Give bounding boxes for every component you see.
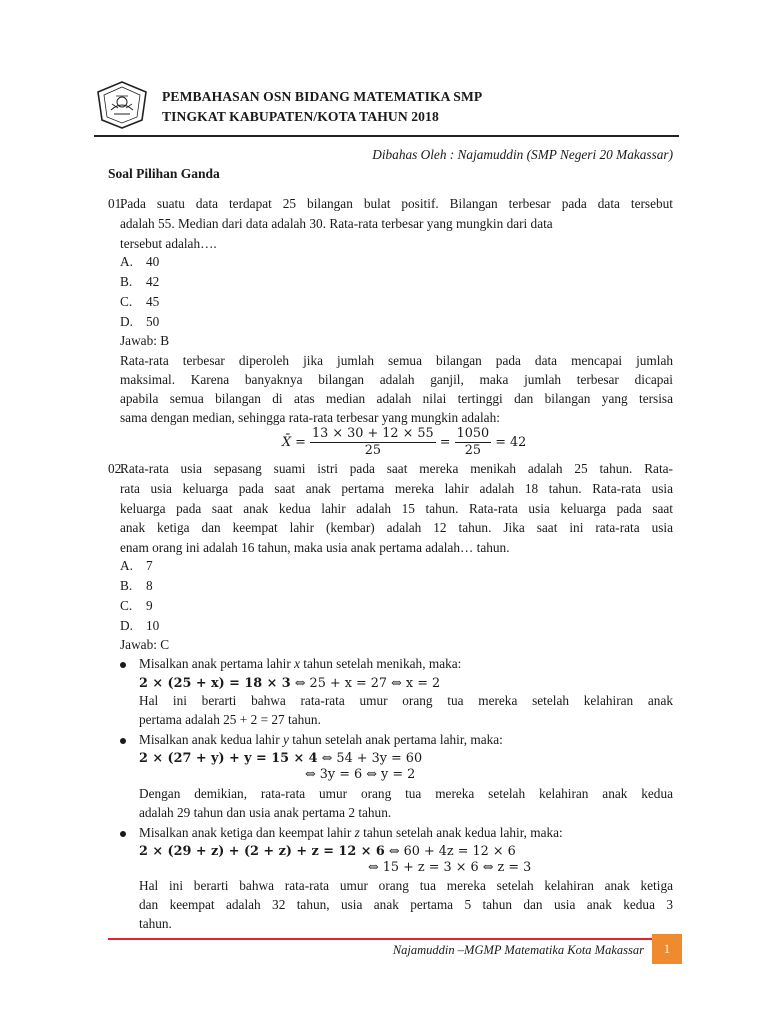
bullet-3-text-line: Hal ini berarti bahwa rata-rata umur orang tua mereka setelah kelahiran anak ketiga: [139, 878, 673, 893]
bullet-2-equation: 2 × (27 + y) + y = 15 × 4 ⇔ 54 + 3y = 60: [139, 751, 423, 766]
option-c: C. 45: [120, 294, 160, 309]
author-credit: Dibahas Oleh : Najamuddin (SMP Negeri 20 Makassar): [372, 147, 673, 162]
bullet-3-text-line: dan keempat adalah 32 tahun, usia anak pertama 5 tahun dan usia anak kedua 3: [139, 897, 673, 912]
explanation-1-line: apabila semua bilangan di atas median adalah nilai tertinggi dan bilangan yang tersisa: [120, 391, 673, 406]
question-2-text-line: keluarga pada saat anak kedua lahir adalah 15 tahun. Rata-rata usia keluarga pada saat: [120, 501, 673, 516]
option-d: D. 50: [120, 314, 160, 329]
question-2-text-line: rata usia keluarga pada saat anak pertama mereka lahir adalah 18 tahun. Rata-rata usia: [120, 481, 673, 496]
answer-1: Jawab: B: [120, 333, 170, 348]
bullet-point: [120, 662, 126, 668]
question-2-text-line: anak ketiga dan keempat lahir (kembar) adalah 12 tahun. Jika saat ini rata-rata usia: [120, 520, 673, 535]
explanation-1-line: sama dengan median, sehingga rata-rata terbesar yang mungkin adalah:: [120, 410, 500, 425]
bullet-3-equation: 2 × (29 + z) + (2 + z) + z = 12 × 6 ⇔ 60 + 4z = 12 × 6: [139, 844, 516, 859]
bullet-1-equation: 2 × (25 + x) = 18 × 3 ⇔ 25 + x = 27 ⇔ x = 2: [139, 676, 441, 691]
bullet-2-text-line: adalah 29 tahun dan usia anak pertama 2 tahun.: [139, 805, 392, 820]
option-b: B. 42: [120, 274, 160, 289]
mean-formula: X̄ = $\frac{13 \times 30 + 12 \times 55}{25}$ = $\frac{1050}{25}$ = 42: [282, 426, 527, 458]
bullet-1-text-line: Hal ini berarti bahwa rata-rata umur orang tua mereka setelah kelahiran anak: [139, 693, 673, 708]
answer-2: Jawab: C: [120, 637, 170, 652]
bullet-2-equation-cont: ⇔ 3y = 6 ⇔ y = 2: [305, 767, 416, 782]
tut-wuri-handayani-logo: [94, 80, 150, 130]
bullet-1-text-line: pertama adalah 25 + 2 = 27 tahun.: [139, 712, 321, 727]
bullet-point: [120, 738, 126, 744]
explanation-1-line: maksimal. Karena banyaknya bilangan adalah ganjil, maka jumlah terbesar dicapai: [120, 372, 673, 387]
page-number: 1: [652, 934, 682, 964]
question-1-text-line: adalah 55. Median dari data adalah 30. Rata-rata terbesar yang mungkin dari data: [120, 216, 553, 231]
explanation-1-line: Rata-rata terbesar diperoleh jika jumlah semua bilangan pada data mencapai jumlah: [120, 353, 673, 368]
header-divider: [94, 135, 679, 137]
question-1-text-line: tersebut adalah….: [120, 236, 217, 251]
option-c: C. 9: [120, 598, 153, 613]
bullet-2-text-line: Dengan demikian, rata-rata umur orang tua mereka setelah kelahiran anak kedua: [139, 786, 673, 801]
section-title: Soal Pilihan Ganda: [108, 166, 220, 181]
option-a: A. 7: [120, 558, 153, 573]
question-2-text-line: Rata-rata usia sepasang suami istri pada saat mereka menikah adalah 25 tahun. Rata-: [120, 461, 673, 476]
bullet-3-equation-cont: ⇔ 15 + z = 3 × 6 ⇔ z = 3: [368, 860, 532, 875]
bullet-point: [120, 831, 126, 837]
option-d: D. 10: [120, 618, 160, 633]
bullet-3-text-line: tahun.: [139, 916, 172, 931]
bullet-1-intro: Misalkan anak pertama lahir x tahun setelah menikah, maka:: [139, 656, 462, 671]
question-1-number: 01.: [108, 196, 125, 211]
option-a: A. 40: [120, 254, 160, 269]
footer-divider: [108, 938, 652, 940]
header-title-line2: TINGKAT KABUPATEN/KOTA TAHUN 2018: [162, 109, 439, 124]
option-b: B. 8: [120, 578, 153, 593]
question-2-number: 02.: [108, 461, 125, 476]
bullet-2-intro: Misalkan anak kedua lahir y tahun setelah anak pertama lahir, maka:: [139, 732, 503, 747]
question-2-text-line: enam orang ini adalah 16 tahun, maka usia anak pertama adalah… tahun.: [120, 540, 510, 555]
bullet-3-intro: Misalkan anak ketiga dan keempat lahir z tahun setelah anak kedua lahir, maka:: [139, 825, 563, 840]
question-1-text-line: Pada suatu data terdapat 25 bilangan bulat positif. Bilangan terbesar pada data tersebut: [120, 196, 673, 211]
footer-text: Najamuddin –MGMP Matematika Kota Makassar: [392, 943, 644, 957]
header-title-line1: PEMBAHASAN OSN BIDANG MATEMATIKA SMP: [162, 89, 483, 104]
